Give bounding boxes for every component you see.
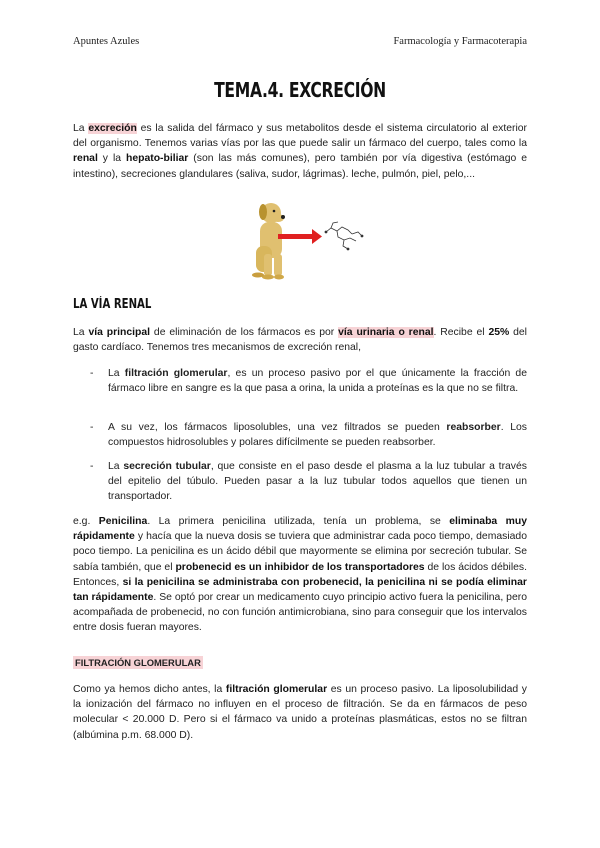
keyword-hepato-biliar: hepato-biliar xyxy=(126,153,189,165)
text: Como ya hemos dicho antes, la xyxy=(73,684,226,695)
text: La xyxy=(73,123,89,134)
text: . Recibe el xyxy=(433,327,489,338)
dog-image xyxy=(252,203,285,280)
text: . Los compuestos hidrosolubles y polares difícilmente se pueden reabsorber. xyxy=(108,422,528,449)
penicilina-example-paragraph xyxy=(73,514,527,636)
text: , es un proceso pasivo por el que únicamente la fracción de fármaco libre en sangre es la que pasa a orina, la unida a proteínas es la que no se filtra. xyxy=(108,368,527,395)
list-item xyxy=(90,420,527,450)
via-renal-paragraph xyxy=(73,325,527,355)
keyword-25-percent: 25% xyxy=(488,327,510,338)
page-title: TEMA.4. EXCRECIÓN xyxy=(214,78,386,102)
keyword-via-principal: vía principal xyxy=(88,327,151,338)
intro-paragraph xyxy=(73,121,527,182)
dash-bullet: - xyxy=(90,368,94,379)
dog-excretion-illustration xyxy=(238,196,368,282)
keyword-penicilina-probenecid: si la penicilina se administraba con probenecid, la penicilina ni se podía eliminar tan rápidamente xyxy=(73,576,527,604)
text: de eliminación de los fármacos es por xyxy=(150,327,339,338)
text: . La primera penicilina utilizada, tenía un problema, se xyxy=(147,516,450,527)
list-item xyxy=(90,459,527,505)
text: . Se optó por crear un medicamento cuyo principio activo fuera la penicilina, pero acompañada de probenecid, no con función antimicrobiana, sino para conseguir que los intervalos entre dosis fueran mayores. xyxy=(73,592,527,634)
text: y hacía que la nueva dosis se tuviera que administrar cada poco tiempo, demasiado poco tiempo. La penicilina es un ácido débil que mayormente se elimina por secreción tubular. Se sabía también, que el xyxy=(73,531,527,573)
header-left: Apuntes Azules xyxy=(73,36,140,47)
keyword-filtracion-glomerular: filtración glomerular xyxy=(225,684,328,695)
molecule-icon xyxy=(325,222,363,250)
arrow-icon xyxy=(278,229,322,244)
text: (son las más comunes), pero también por vía digestiva (estómago e intestino), secreciones glandulares (saliva, sudor, lágrimas). leche, pulmón, piel, pelo,... xyxy=(73,153,527,180)
text: A su vez, los fármacos liposolubles, una vez filtrados se pueden xyxy=(108,422,447,433)
text: La xyxy=(108,461,124,472)
keyword-probenecid-inhibidor: probenecid es un inhibidor de los transportadores xyxy=(175,561,425,573)
keyword-filtracion-glomerular: filtración glomerular xyxy=(124,368,228,379)
keyword-renal: renal xyxy=(73,153,98,165)
filtracion-paragraph xyxy=(73,682,527,743)
text: , que consiste en el paso desde el plasma a la luz tubular a través del epitelio del túbulo. Pueden pasar a la luz tubular todos aquellos que tienen un transportador. xyxy=(108,461,527,503)
keyword-eliminaba-rapidamente: eliminaba muy rápidamente xyxy=(73,516,528,543)
text: La xyxy=(108,368,125,379)
mechanism-list-item xyxy=(90,366,527,396)
list-item xyxy=(90,366,527,396)
text: y la xyxy=(97,153,126,165)
text: del gasto cardíaco. Tenemos tres mecanismos de excreción renal, xyxy=(73,327,527,354)
dash-bullet: - xyxy=(90,461,94,472)
keyword-secrecion-tubular: secreción tubular xyxy=(123,461,211,472)
section-title-via-renal: LA VÍA RENAL xyxy=(73,297,152,312)
subheading-filtracion-glomerular: FILTRACIÓN GLOMERULAR xyxy=(75,657,201,668)
text: e.g. xyxy=(73,516,99,527)
text: es un proceso pasivo. La liposolubilidad y la ionización del fármaco no influyen en el proceso de filtración. Se da en fármacos de peso molecular < 20.000 D. Pero si el fármaco va unido a proteínas plasmáticas, estos no se filtran (albúmina p.m. 68.000 D). xyxy=(73,684,527,741)
dash-bullet: - xyxy=(90,422,94,433)
text: es la salida del fármaco y sus metabolitos desde el sistema circulatorio al exterior del organismo. Tenemos varias vías por las que puede salir un fármaco del cuerpo, tales como la xyxy=(73,123,527,150)
header-right: Farmacología y Farmacoterapia xyxy=(393,36,527,47)
text: La xyxy=(73,327,89,338)
keyword-excrecion: excreción xyxy=(88,123,137,134)
keyword-penicilina: Penicilina xyxy=(98,516,148,527)
text: de los ácidos débiles. Entonces, xyxy=(73,561,527,588)
keyword-reabsorber: reabsorber xyxy=(446,422,501,433)
keyword-via-urinaria: vía urinaria o renal xyxy=(338,327,434,338)
mechanism-list-item xyxy=(90,420,527,450)
mechanism-list-item xyxy=(90,459,527,505)
